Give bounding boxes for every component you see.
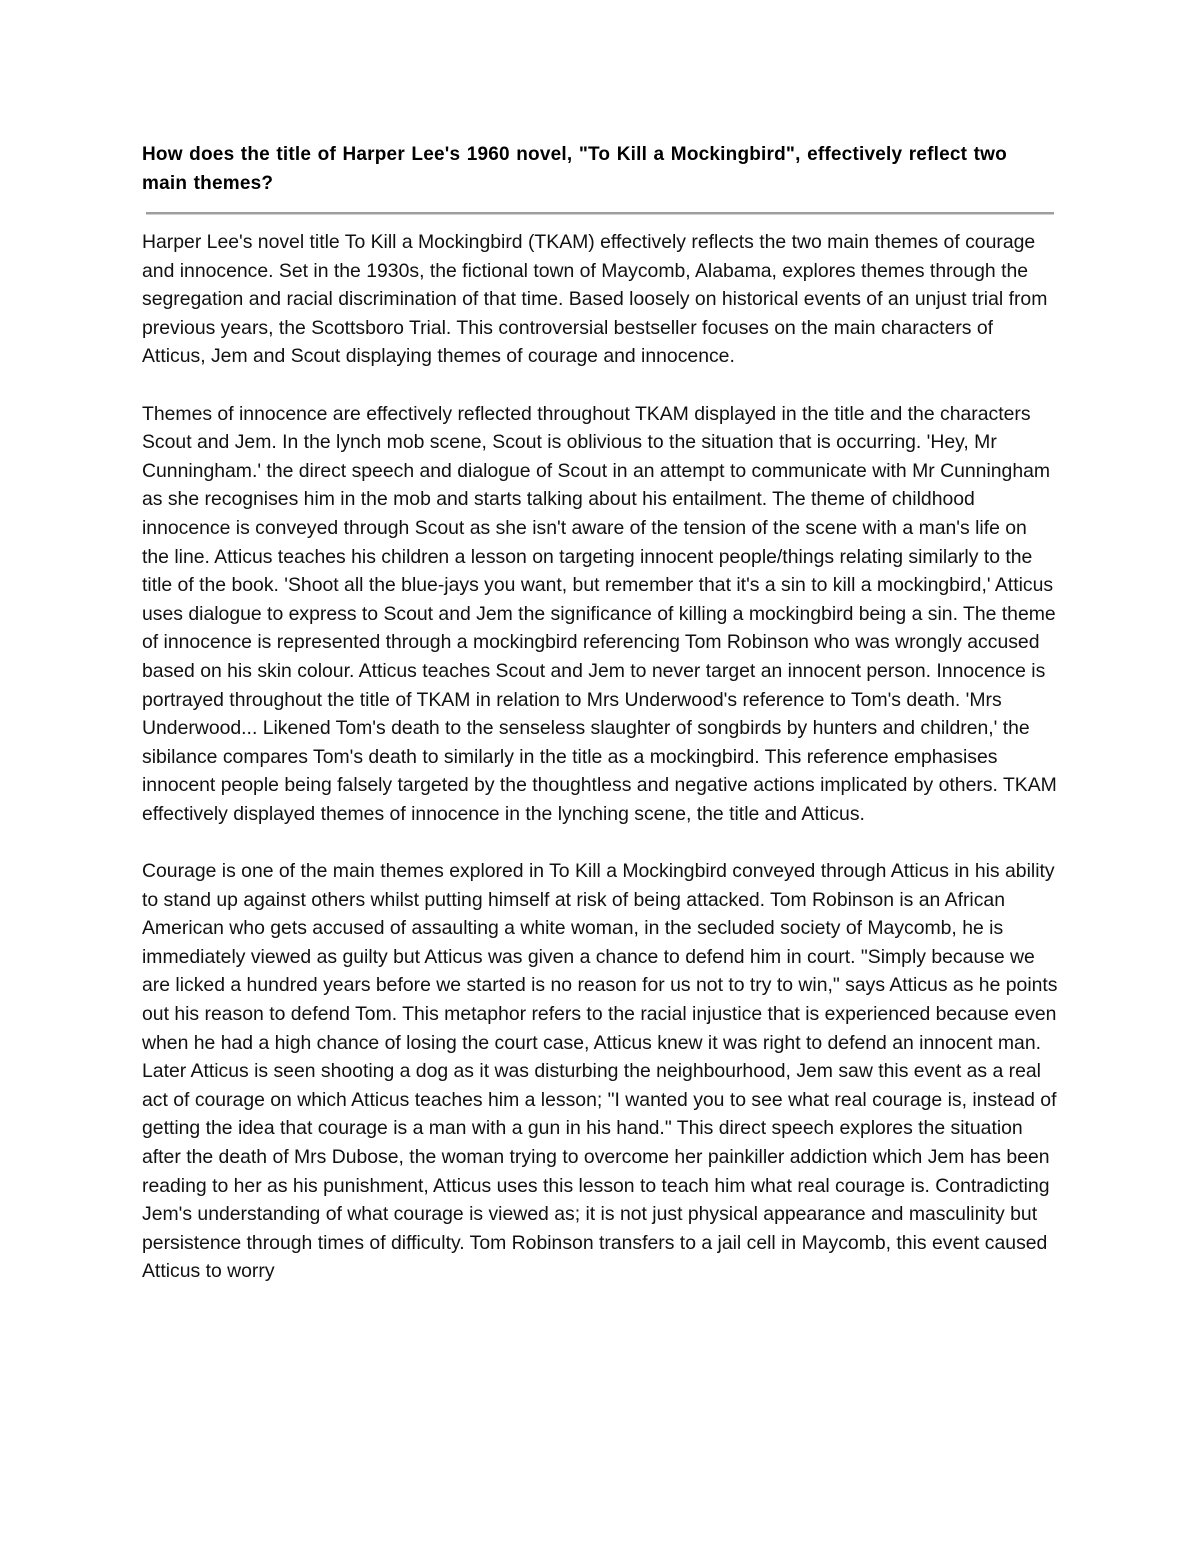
essay-body (142, 228, 1058, 1286)
document-content (142, 140, 1058, 1286)
paragraph-courage: Courage is one of the main themes explored in To Kill a Mockingbird conveyed through Atticus in his ability to stand up against others whilst putting himself at risk of being attacked. Tom Robinson is an African American who gets accused of assaulting a white woman, in the secluded society of Maycomb, he is immediately viewed as guilty but Atticus was given a chance to defend him in court. "Simply because we are licked a hundred years before we started is no reason for us not to try to win," says Atticus as he points out his reason to defend Tom. This metaphor refers to the racial injustice that is experienced because even when he had a high chance of losing the court case, Atticus knew it was right to defend an innocent man. Later Atticus is seen shooting a dog as it was disturbing the neighbourhood, Jem saw this event as a real act of courage on which Atticus teaches him a lesson; "I wanted you to see what real courage is, instead of getting the idea that courage is a man with a gun in his hand." This direct speech explores the situation after the death of Mrs Dubose, the woman trying to overcome her painkiller addiction which Jem has been reading to her as his punishment, Atticus uses this lesson to teach him what real courage is. Contradicting Jem's understanding of what courage is viewed as; it is not just physical appearance and masculinity but persistence through times of difficulty. Tom Robinson transfers to a jail cell in Maycomb, this event caused Atticus to worry (142, 860, 1058, 1283)
paragraph-introduction: Harper Lee's novel title To Kill a Mockingbird (TKAM) effectively reflects the two main themes of courage and innocence. Set in the 1930s, the fictional town of Maycomb, Alabama, explores themes through the segregation and racial discrimination of that time. Based loosely on historical events of an unjust trial from previous years, the Scottsboro Trial. This controversial bestseller focuses on the main characters of Atticus, Jem and Scout displaying themes of courage and innocence. (142, 231, 1048, 368)
heading-divider (146, 212, 1054, 215)
essay-question-heading: How does the title of Harper Lee's 1960 novel, "To Kill a Mockingbird", effectively reflect two main themes? (142, 144, 1007, 194)
paragraph-innocence: Themes of innocence are effectively reflected throughout TKAM displayed in the title and the characters Scout and Jem. In the lynch mob scene, Scout is oblivious to the situation that is occurring. 'Hey, Mr Cunningham.' the direct speech and dialogue of Scout in an attempt to communicate with Mr Cunningham as she recognises him in the mob and starts talking about his entailment. The theme of childhood innocence is conveyed through Scout as she isn't aware of the tension of the scene with a man's life on the line. Atticus teaches his children a lesson on targeting innocent people/things relating similarly to the title of the book. 'Shoot all the blue-jays you want, but remember that it's a sin to kill a mockingbird,' Atticus uses dialogue to express to Scout and Jem the significance of killing a mockingbird being a sin. The theme of innocence is represented through a mockingbird referencing Tom Robinson who was wrongly accused based on his skin colour. Atticus teaches Scout and Jem to never target an innocent person. Innocence is portrayed throughout the title of TKAM in relation to Mrs Underwood's reference to Tom's death. 'Mrs Underwood... Likened Tom's death to the senseless slaughter of songbirds by hunters and children,' the sibilance compares Tom's death to similarly in the title as a mockingbird. This reference emphasises innocent people being falsely targeted by the thoughtless and negative actions implicated by others. TKAM effectively displayed themes of innocence in the lynching scene, the title and Atticus. (142, 402, 1057, 825)
